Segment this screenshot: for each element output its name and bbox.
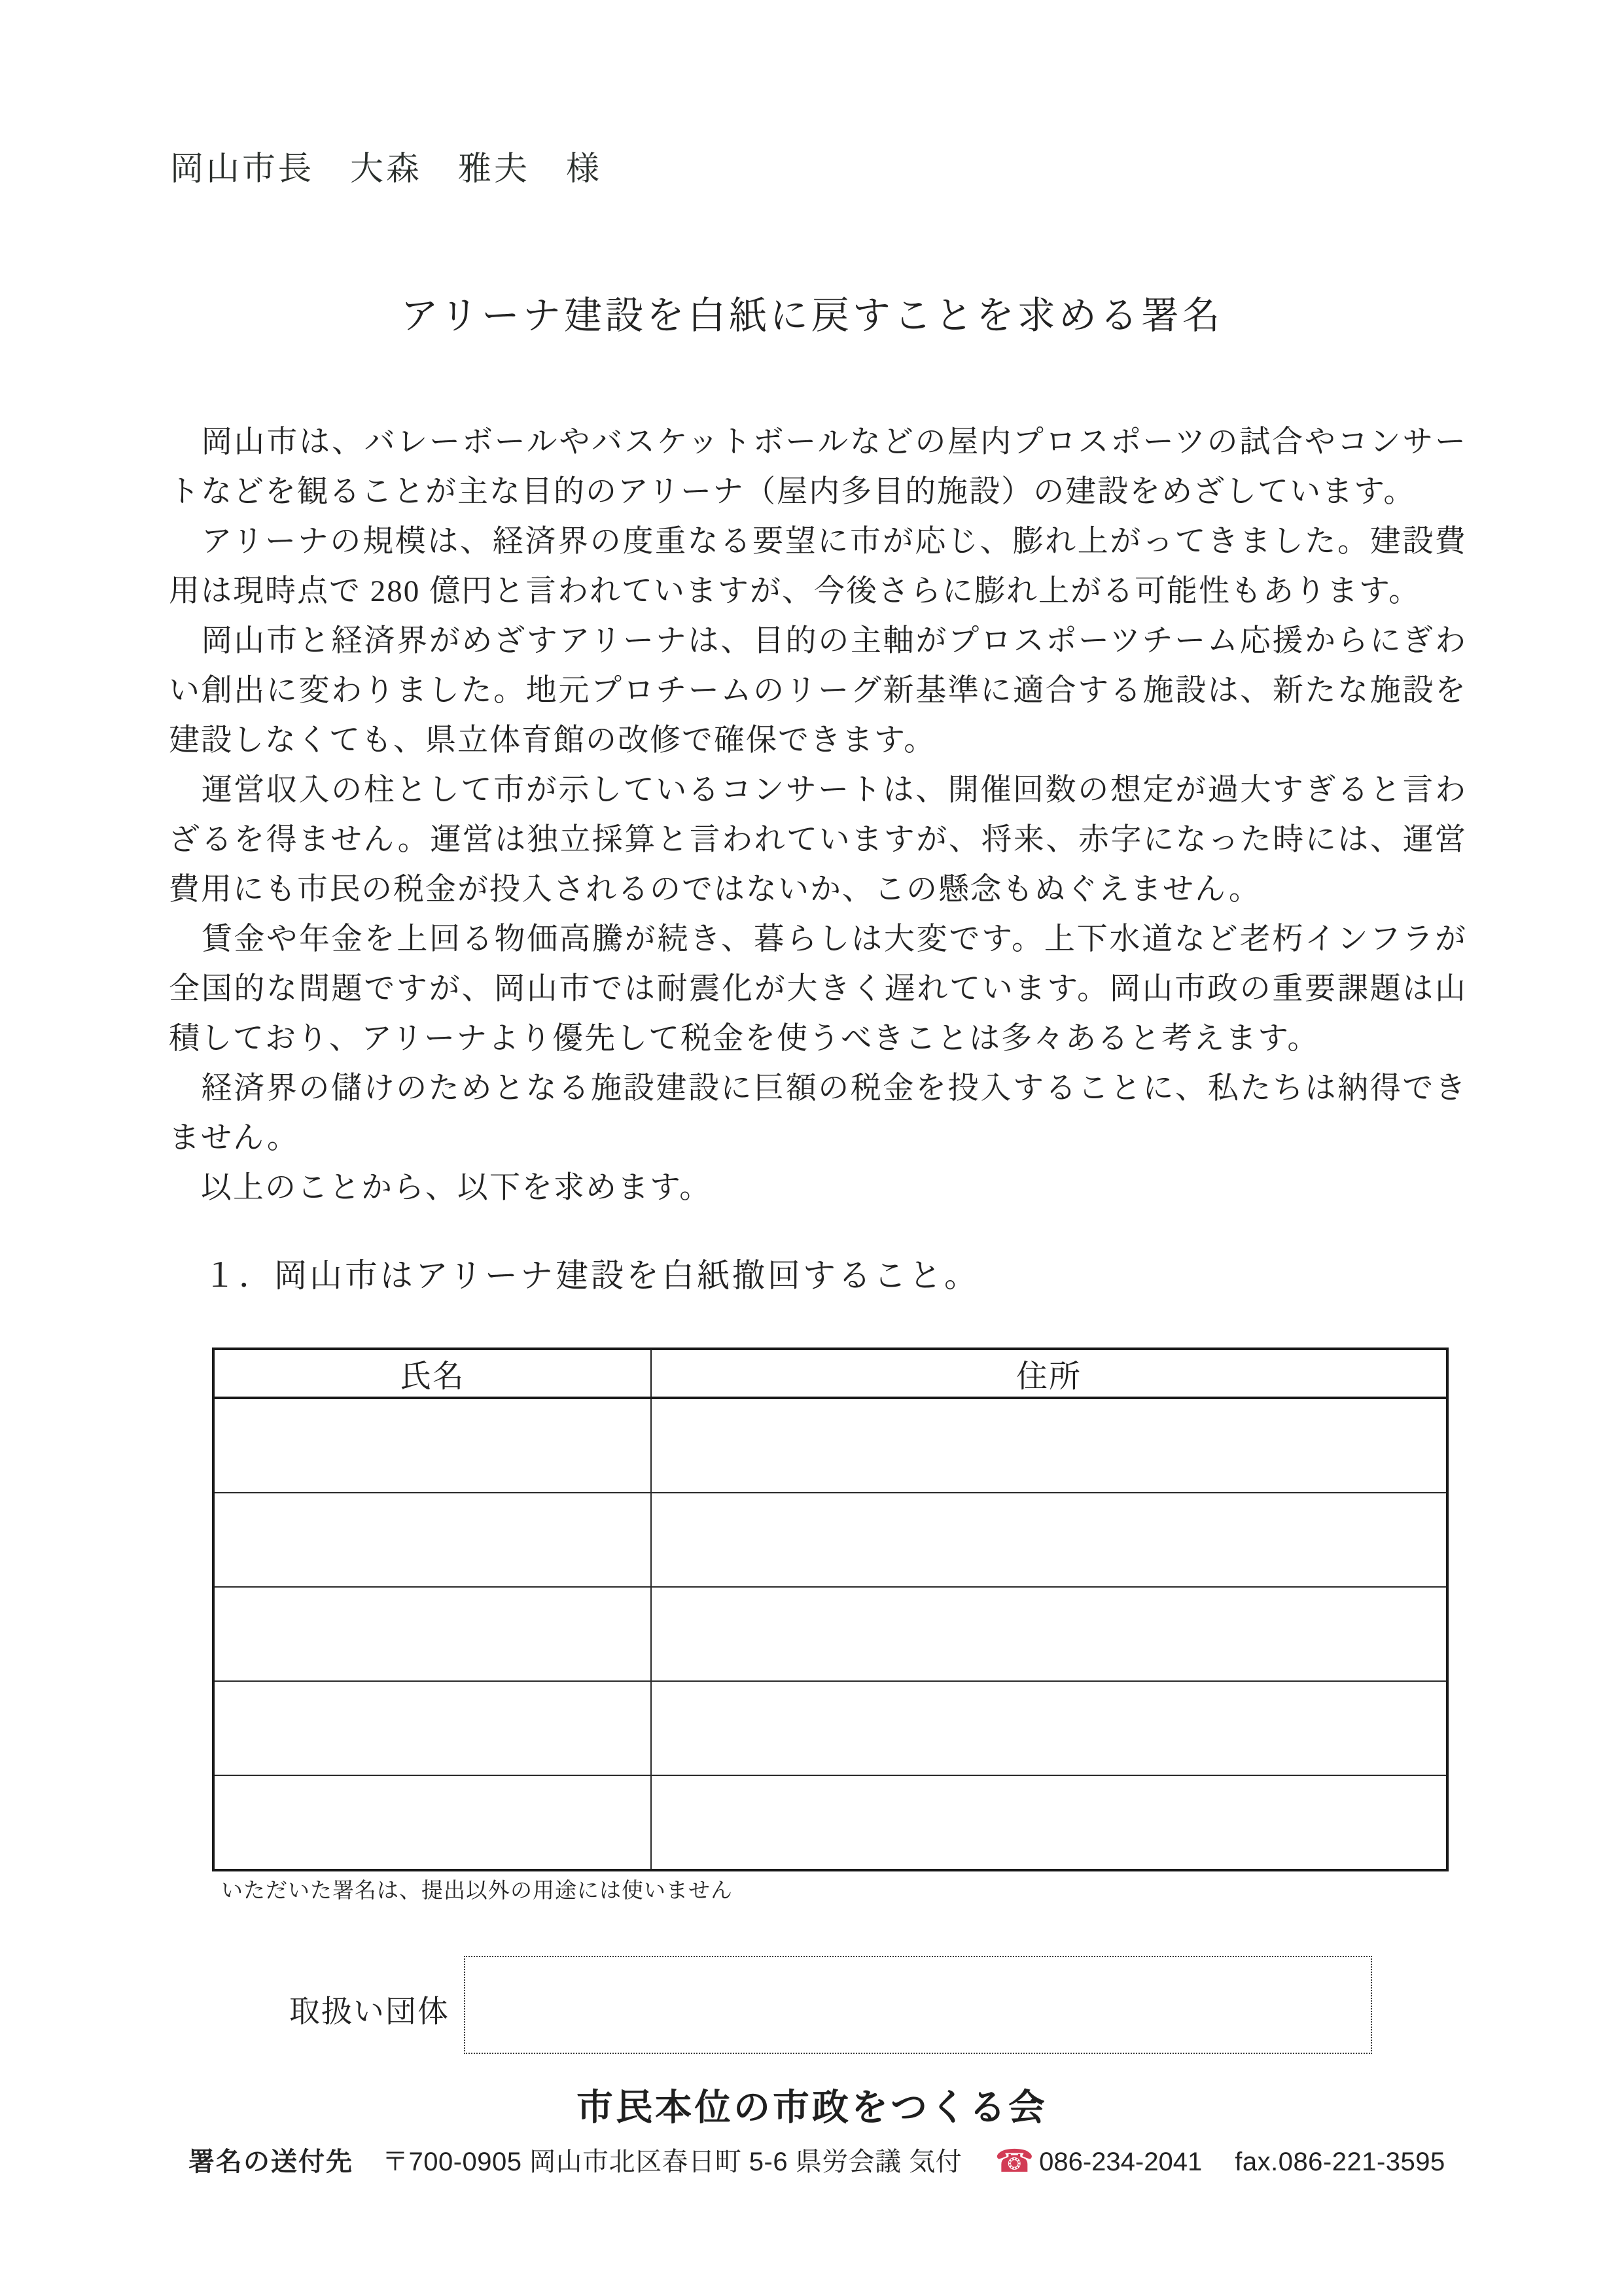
recipient-line: 岡山市長 大森 雅夫 様 <box>170 151 603 188</box>
body-line: 以上のことから、以下を求めます。 <box>169 1171 712 1205</box>
body-line: 用は現時点で 280 億円と言われていますが、今後さらに膨れ上がる可能性もあります。 <box>169 574 1421 608</box>
signature-row <box>213 1493 1447 1587</box>
privacy-note: いただいた署名は、提出以外の用途には使いません <box>221 1878 733 1902</box>
name-field <box>213 1493 651 1587</box>
address-field <box>651 1493 1447 1587</box>
signature-row <box>213 1681 1447 1775</box>
address-field <box>651 1398 1447 1493</box>
sendto-address: 〒700-0905 岡山市北区春日町 5-6 県労会議 気付 <box>382 2148 962 2176</box>
signature-row <box>213 1587 1447 1681</box>
address-field <box>651 1681 1447 1775</box>
body-line: 費用にも市民の税金が投入されるのではないか、この懸念もぬぐえません。 <box>169 873 1261 907</box>
column-header-name: 氏名 <box>213 1349 651 1398</box>
signature-row <box>213 1398 1447 1493</box>
handling-org-box <box>464 1956 1372 2054</box>
body-line: 運営収入の柱として市が示しているコンサートは、開催回数の想定が過大すぎると言わ <box>169 773 1467 807</box>
name-field <box>213 1398 651 1493</box>
address-field <box>651 1587 1447 1681</box>
name-field <box>213 1587 651 1681</box>
organization-name: 市民本位の市政をつくる会 <box>576 2087 1048 2128</box>
petition-title: アリーナ建設を白紙に戻すことを求める署名 <box>400 294 1224 337</box>
signature-table-header-row <box>213 1349 1447 1398</box>
body-line: 経済界の儲けのためとなる施設建設に巨額の税金を投入することに、私たちは納得でき <box>169 1071 1467 1105</box>
signature-table <box>212 1348 1449 1871</box>
phone-number: 086-234-2041 <box>1039 2148 1203 2176</box>
body-line: 岡山市と経済界がめざすアリーナは、目的の主軸がプロスポーツチーム応援からにぎわ <box>169 624 1467 658</box>
body-line: 岡山市は、バレーボールやバスケットボールなどの屋内プロスポーツの試合やコンサー <box>169 425 1467 459</box>
body-line: 積しており、アリーナより優先して税金を使うべきことは多々あると考えます。 <box>169 1022 1320 1056</box>
phone-group <box>995 2143 1203 2180</box>
name-field <box>213 1681 651 1775</box>
body-line: い創出に変わりました。地元プロチームのリーグ新基準に適合する施設は、新たな施設を <box>169 674 1467 708</box>
handling-org-label: 取扱い団体 <box>289 1994 450 2028</box>
body-line: トなどを観ることが主な目的のアリーナ（屋内多目的施設）の建設をめざしています。 <box>169 475 1416 509</box>
demand-item-1: １．岡山市はアリーナ建設を白紙撤回すること。 <box>203 1257 980 1294</box>
telephone-icon: ☎ <box>995 2143 1034 2180</box>
body-line: 建設しなくても、県立体育館の改修で確保できます。 <box>169 723 936 757</box>
body-line: ません。 <box>169 1121 299 1155</box>
fax-number: fax.086-221-3595 <box>1235 2148 1445 2176</box>
signature-row <box>213 1775 1447 1870</box>
sendto-label: 署名の送付先 <box>188 2148 353 2176</box>
name-field <box>213 1775 651 1870</box>
footer <box>188 2143 1445 2180</box>
address-field <box>651 1775 1447 1870</box>
body-line: 賃金や年金を上回る物価高騰が続き、暮らしは大変です。上下水道など老朽インフラが <box>169 922 1467 956</box>
body-line: 全国的な問題ですが、岡山市では耐震化が大きく遅れています。岡山市政の重要課題は山 <box>169 972 1467 1006</box>
body-line: アリーナの規模は、経済界の度重なる要望に市が応じ、膨れ上がってきました。建設費 <box>169 525 1467 559</box>
column-header-address: 住所 <box>651 1349 1447 1398</box>
body-line: ざるを得ません。運営は独立採算と言われていますが、将来、赤字になった時には、運営 <box>169 823 1467 857</box>
petition-body <box>169 417 1467 1213</box>
